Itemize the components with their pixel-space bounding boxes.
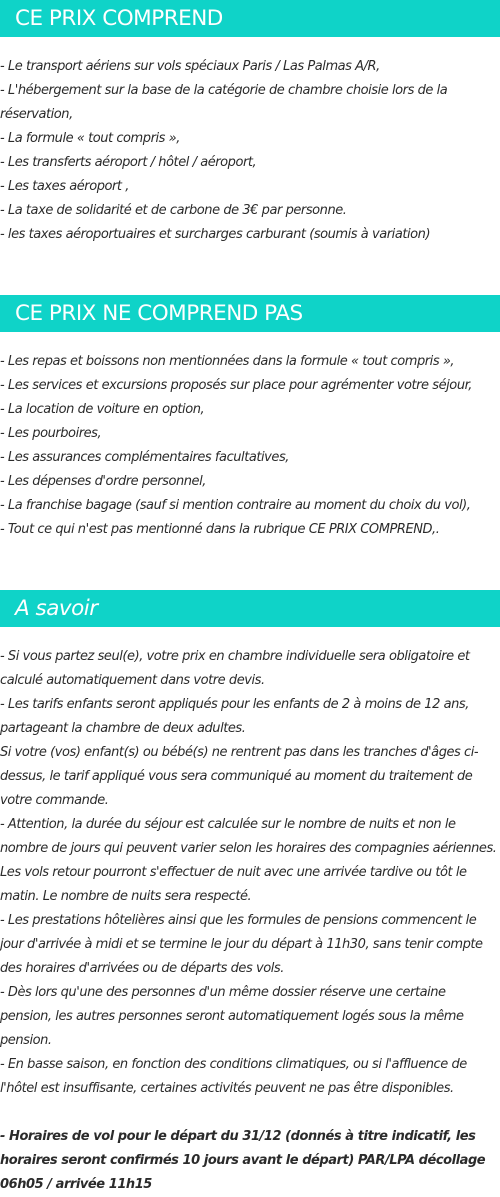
list-item: - Les assurances complémentaires facultatives, <box>0 450 289 465</box>
section-a-savoir <box>0 590 500 1197</box>
section-title: CE PRIX NE COMPREND PAS <box>15 301 303 326</box>
paragraph: - Attention, la durée du séjour est calculée sur le nombre de nuits et non le nombre de jours qui peuvent varier selon les horaires des compagnies aériennes. Les vols retour pourront s'effectuer de nuit avec une arrivée tardive ou tôt le matin. Le nombre de nuits sera respecté. <box>0 817 497 904</box>
spacer <box>0 1101 500 1125</box>
list-item: - Tout ce qui n'est pas mentionné dans la rubrique CE PRIX COMPREND,. <box>0 522 440 537</box>
section-header <box>0 0 500 37</box>
list-item: - La location de voiture en option, <box>0 402 205 417</box>
list-item: réservation, <box>0 107 73 122</box>
list-item: - La formule « tout compris », <box>0 131 180 146</box>
paragraph: Si votre (vos) enfant(s) ou bébé(s) ne rentrent pas dans les tranches d'âges ci-dessus, le tarif appliqué vous sera communiqué au moment du traitement de votre commande. <box>0 745 479 808</box>
paragraph: - En basse saison, en fonction des conditions climatiques, ou si l'affluence de l'hôtel est insuffisante, certaines activités peuvent ne pas être disponibles. <box>0 1057 467 1096</box>
paragraph-list <box>0 627 500 1197</box>
list-item: - Les repas et boissons non mentionnées dans la formule « tout compris », <box>0 354 455 369</box>
section-title: CE PRIX COMPREND <box>15 6 223 31</box>
item-list <box>0 37 500 247</box>
list-item: - Les taxes aéroport , <box>0 179 129 194</box>
item-list <box>0 332 500 542</box>
list-item: - Les transferts aéroport / hôtel / aéroport, <box>0 155 257 170</box>
flight-note: - Horaires de vol pour le départ du 31/12 (donnés à titre indicatif, les horaires seront confirmés 10 jours avant le départ) PAR/LPA décollage 06h05 / arrivée 11h15 <box>0 1129 486 1192</box>
paragraph: - Dès lors qu'une des personnes d'un même dossier réserve une certaine pension, les autres personnes seront automatiquement logés sous la même pension. <box>0 985 464 1048</box>
list-item: - Les pourboires, <box>0 426 102 441</box>
paragraph: - Les prestations hôtelières ainsi que les formules de pensions commencent le jour d'arrivée à midi et se termine le jour du départ à 11h30, sans tenir compte des horaires d'arrivées ou de départs des vols. <box>0 913 483 976</box>
list-item: - Le transport aériens sur vols spéciaux Paris / Las Palmas A/R, <box>0 59 380 74</box>
list-item: - Les dépenses d'ordre personnel, <box>0 474 206 489</box>
list-item: - La franchise bagage (sauf si mention contraire au moment du choix du vol), <box>0 498 471 513</box>
section-excludes <box>0 295 500 542</box>
list-item: - La taxe de solidarité et de carbone de 3€ par personne. <box>0 203 347 218</box>
section-header <box>0 295 500 332</box>
list-item: - L'hébergement sur la base de la catégorie de chambre choisie lors de la <box>0 83 448 98</box>
paragraph: - Si vous partez seul(e), votre prix en chambre individuelle sera obligatoire et calculé automatiquement dans votre devis. <box>0 649 470 688</box>
paragraph: - Les tarifs enfants seront appliqués pour les enfants de 2 à moins de 12 ans, partageant la chambre de deux adultes. <box>0 697 469 736</box>
list-item: - Les services et excursions proposés sur place pour agrémenter votre séjour, <box>0 378 472 393</box>
section-header <box>0 590 500 627</box>
list-item: - les taxes aéroportuaires et surcharges carburant (soumis à variation) <box>0 227 431 242</box>
section-includes <box>0 0 500 247</box>
section-title: A savoir <box>15 596 98 621</box>
